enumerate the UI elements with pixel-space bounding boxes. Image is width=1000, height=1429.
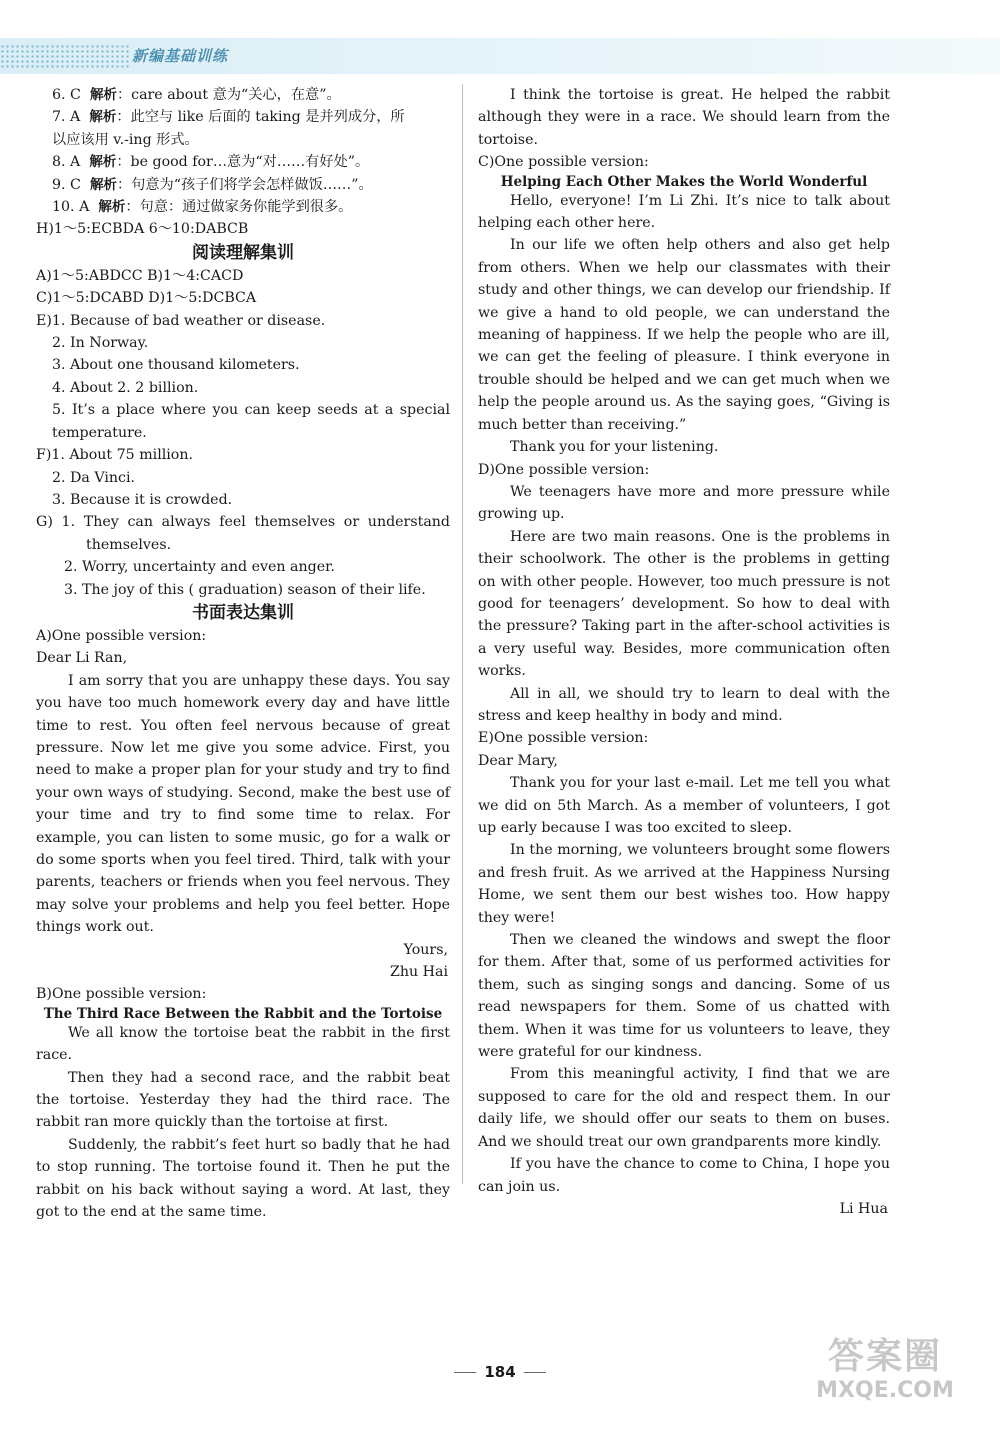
answer-q8: 8. A 解析：be good for…意为“对……有好处”。 (52, 154, 370, 171)
writing-c-paragraph-1: Hello, everyone! I’m Li Zhi. It’s nice to talk about helping each other here. (478, 192, 890, 232)
page-number-dash-left (454, 1372, 476, 1373)
reading-e3: 3. About one thousand kilometers. (52, 357, 300, 374)
writing-b-paragraph-2: Then they had a second race, and the rabbit beat the tortoise. Yesterday they had the third race. The rabbit ran more quickly than the tortoise at first. (36, 1069, 450, 1131)
header-dot-pattern (0, 44, 130, 68)
watermark-line-1: 答案圈 (827, 1336, 942, 1377)
section-title-writing: 书面表达集训 (192, 602, 294, 623)
header-title: 新编基础训练 (132, 47, 229, 65)
reading-answers-ab: A)1～5:ABDCC B)1～4:CACD (36, 267, 244, 284)
writing-e-paragraph-3: Then we cleaned the windows and swept the floor for them. After that, some of us performed activities for them, such as singing songs and dancing. Some of us read newspapers for them. Some of us chatted with them. When it was time for us volunteers to leave, they were grateful for our kindness. (478, 932, 890, 1061)
reading-f2: 2. Da Vinci. (52, 469, 136, 486)
left-column (36, 84, 450, 1224)
answer-q7-continued: 以应该用 v.-ing 形式。 (52, 131, 199, 148)
page-number-dash-right (524, 1372, 546, 1373)
writing-a-greeting: Dear Li Ran, (36, 650, 128, 667)
writing-d-paragraph-1: We teenagers have more and more pressure while growing up. (478, 483, 890, 523)
right-column (478, 84, 890, 1220)
answer-q9: 9. C 解析：句意为“孩子们将学会怎样做饭……”。 (52, 176, 373, 193)
writing-d-paragraph-2: Here are two main reasons. One is the problems in their schoolwork. The other is the problems in getting on with other people. However, too much pressure is not good for teenagers’ development. So how to deal with the pressure? Taking part in the after-school activities is a very useful way. Besides, more communication often works. (478, 528, 890, 680)
writing-b-paragraph-3: Suddenly, the rabbit’s feet hurt so badly that he had to stop running. The tortoise found it. Then he put the rabbit on his back without saying a word. At last, they got to the end at the same time. (36, 1136, 450, 1221)
page-number-text: 184 (484, 1363, 516, 1381)
writing-b-label: B)One possible version: (36, 986, 207, 1003)
reading-e4: 4. About 2. 2 billion. (52, 379, 199, 396)
writing-d-paragraph-3: All in all, we should try to learn to deal with the stress and keep healthy in body and mind. (478, 685, 890, 724)
writing-e-paragraph-1: Thank you for your last e-mail. Let me tell you what we did on 5th March. As a member of volunteers, I got up early because I was too excited to sleep. (478, 775, 890, 836)
watermark (790, 1336, 980, 1416)
writing-a-body: I am sorry that you are unhappy these days. You say you have too much homework every day and have little time to rest. You often feel nervous because of great pressure. Now let me give you some advice. First, you need to make a proper plan for your study and try to find your own ways of studying. Second, make the best use of your time and try to find some time to relax. For example, you can listen to some music, go for a walk or do some sports when you feel tired. Third, talk with your parents, teachers or friends when you feel nervous. They may solve your problems and help you feel better. Hope things work out. (36, 672, 450, 936)
writing-c-label: C)One possible version: (478, 154, 649, 171)
writing-c-paragraph-2: In our life we often help others and also get help from others. When we help our classmates with their study and other things, we can develop our friendship. If we give a hand to old people, we can understand the meaning of happiness. If we help the people who are ill, we can get the feeling of pleasure. I think everyone in trouble should be helped and we can get much when we help the people around us. As the saying goes, “Giving is much better than receiving.” (478, 237, 890, 433)
page-number (420, 1363, 580, 1381)
writing-e-signature: Li Hua (839, 1200, 888, 1217)
writing-a-closing: Yours, (403, 941, 448, 958)
reading-g2: 2. Worry, uncertainty and even anger. (64, 559, 335, 576)
reading-e1: E)1. Because of bad weather or disease. (36, 312, 326, 329)
writing-c-paragraph-3: Thank you for your listening. (510, 439, 719, 456)
writing-b-paragraph-4: I think the tortoise is great. He helped the rabbit although they were in a race. We should learn from the tortoise. (478, 87, 890, 148)
reading-answers-cd: C)1～5:DCABD D)1～5:DCBCA (36, 290, 257, 307)
answer-q10: 10. A 解析：句意：通过做家务你能学到很多。 (52, 199, 353, 216)
answer-q6: 6. C 解析：care about 意为“关心，在意”。 (52, 87, 341, 103)
section-title-reading: 阅读理解集训 (192, 242, 294, 263)
watermark-line-2: MXQE.COM (816, 1378, 954, 1403)
writing-b-title: The Third Race Between the Rabbit and the Tortoise (43, 1005, 443, 1022)
writing-b-paragraph-1: We all know the tortoise beat the rabbit in the first race. (36, 1024, 450, 1064)
answer-q7: 7. A 解析：此空与 like 后面的 taking 是并列成分，所 (52, 109, 405, 126)
reading-e5: 5. It’s a place where you can keep seeds at a special temperature. (52, 402, 450, 441)
writing-a-label: A)One possible version: (36, 627, 207, 644)
reading-e2: 2. In Norway. (52, 335, 149, 352)
reading-g3: 3. The joy of this ( graduation) season of their life. (64, 581, 426, 598)
reading-f1: F)1. About 75 million. (36, 447, 193, 464)
writing-c-title: Helping Each Other Makes the World Wonderful (500, 173, 868, 190)
writing-e-greeting: Dear Mary, (478, 752, 558, 769)
reading-g1: G) 1. They can always feel themselves or understand themselves. (36, 514, 450, 553)
writing-e-paragraph-4: From this meaningful activity, I find that we are supposed to care for the old and respect them. In our daily life, we should offer our seats to them on buses. And we should treat our own grandparents more kindly. (478, 1066, 890, 1150)
writing-e-paragraph-5: If you have the chance to come to China, I hope you can join us. (478, 1156, 890, 1195)
writing-e-paragraph-2: In the morning, we volunteers brought some flowers and fresh fruit. As we arrived at the Happiness Nursing Home, we sent them our best wishes too. How happy they were! (478, 842, 890, 926)
answers-h: H)1～5:ECBDA 6～10:DABCB (36, 221, 249, 238)
reading-f3: 3. Because it is crowded. (52, 491, 233, 508)
writing-e-label: E)One possible version: (478, 730, 649, 747)
column-divider (462, 84, 463, 1184)
writing-a-signature: Zhu Hai (389, 964, 448, 981)
writing-d-label: D)One possible version: (478, 461, 650, 478)
